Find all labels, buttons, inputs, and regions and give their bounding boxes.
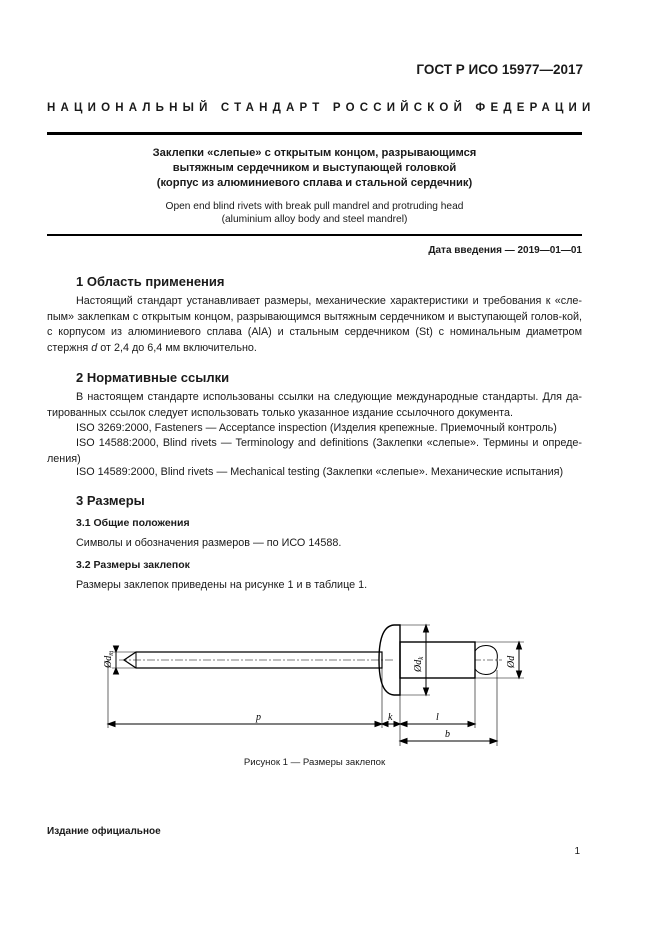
title-ru-line: Заклепки «слепые» с открытым концом, разрывающимся [152, 147, 477, 159]
subsection-3-1-text: Символы и обозначения размеров — по ИСО 14588. [76, 537, 342, 549]
label-diameter-mandrel: $Ød_m$ [103, 650, 115, 668]
figure-caption: Рисунок 1 — Размеры заклепок [243, 757, 386, 768]
header-divider [47, 132, 582, 135]
section-2-heading: 2 Нормативные ссылки [76, 370, 230, 385]
document-code: ГОСТ Р ИСО 15977—2017 [416, 62, 583, 77]
label-diameter-body: Ød [506, 655, 517, 668]
label-k: k [388, 712, 393, 723]
reference-iso-3269: ISO 3269:2000, Fasteners — Acceptance inspection (Изделия крепежные. Приемочный контроль) [76, 422, 557, 434]
section-1-paragraph: Настоящий стандарт устанавливает размеры, механические характеристики и требования к «сле-пым» заклепкам с открытым концом, разрывающимся вытяжным сердечником и выступающей голов-кой, с корпусом из алюминиевого сплава (AlA) и стальным сердечником (St) с номинальным диаметром стержня d от 2,4 до 6,4 мм включительно. [47, 295, 582, 354]
subsection-3-1-heading: 3.1 Общие положения [76, 517, 190, 529]
title-en-line: Open end blind rivets with break pull mandrel and protruding head [165, 201, 464, 212]
edition-note: Издание официальное [47, 826, 161, 837]
subsection-3-2-heading: 3.2 Размеры заклепок [76, 559, 190, 571]
rivet-drawing [94, 612, 534, 752]
title-english [47, 200, 582, 226]
national-standard-banner: НАЦИОНАЛЬНЫЙ СТАНДАРТ РОССИЙСКОЙ ФЕДЕРАЦИИ [47, 102, 596, 114]
title-divider [47, 234, 582, 236]
introduction-date: Дата введения — 2019—01—01 [428, 245, 582, 256]
label-b: b [445, 729, 450, 740]
reference-iso-14588: ISO 14588:2000, Blind rivets — Terminology and definitions (Заклепки «слепые». Термины и опреде-ления) [47, 437, 582, 465]
subsection-3-2-text: Размеры заклепок приведены на рисунке 1 и в таблице 1. [76, 579, 368, 591]
title-ru-line: (корпус из алюминиевого сплава и стальной сердечник) [156, 177, 473, 189]
reference-iso-14589: ISO 14589:2000, Blind rivets — Mechanical testing (Заклепки «слепые». Механические испытания) [76, 466, 564, 478]
var-d: d [91, 341, 98, 354]
section-1-heading: 1 Область применения [76, 274, 225, 289]
section-2-paragraph: В настоящем стандарте использованы ссылки на следующие международные стандарты. Для да-тированных ссылок следует использовать только указанное издание ссылочного документа. [47, 391, 582, 419]
label-diameter-head: $Ød_k$ [413, 656, 425, 672]
label-p: p [256, 712, 261, 723]
title-en-line: (aluminium alloy body and steel mandrel) [221, 214, 408, 225]
page-number: 1 [574, 846, 580, 857]
title-ru-line: вытяжным сердечником и выступающей головкой [172, 162, 457, 174]
title-russian [47, 146, 582, 191]
section-3-heading: 3 Размеры [76, 493, 145, 508]
label-l: l [436, 712, 439, 723]
